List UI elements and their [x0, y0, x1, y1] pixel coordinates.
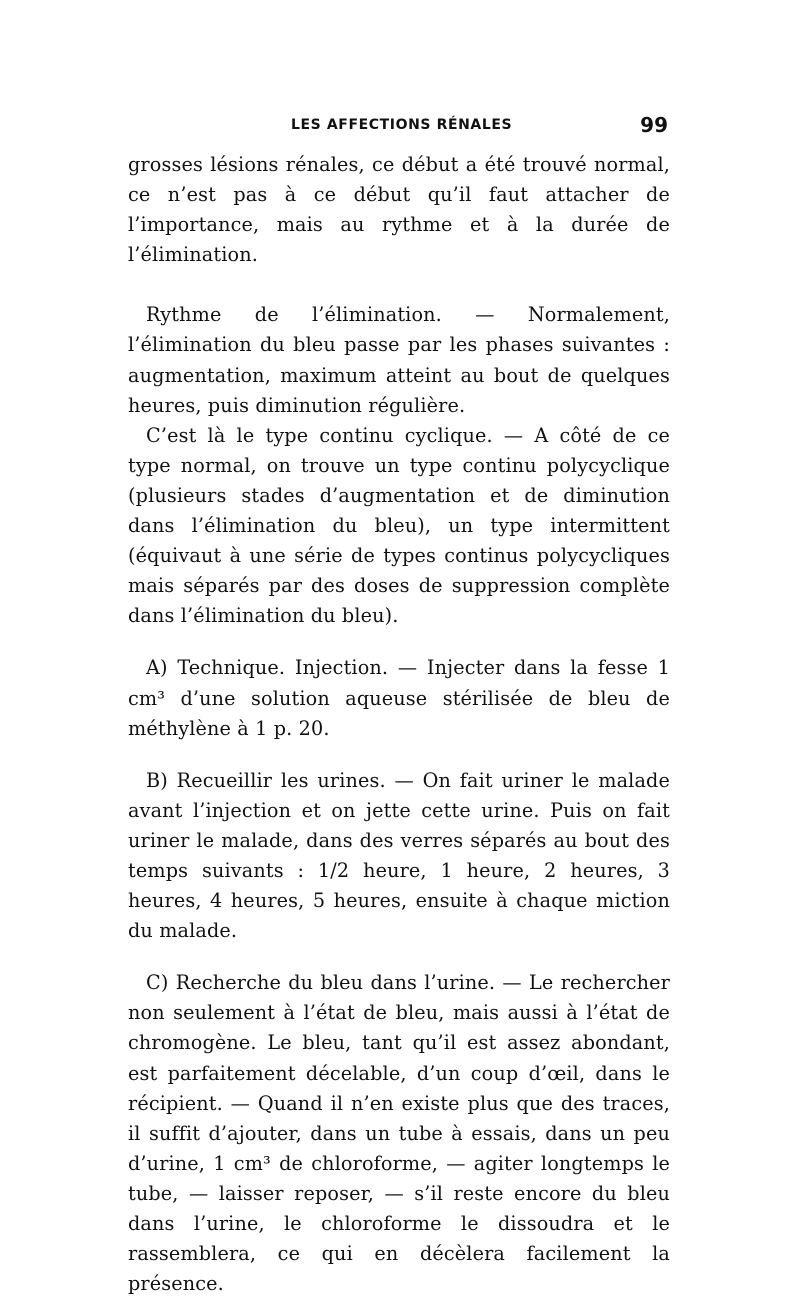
- paragraph-technique-injection: A) Technique. Injection. — Injecter dans la fesse 1 cm³ d’une solution aqueuse stérilisée de bleu de méthylène à 1 p. 20.: [128, 656, 670, 740]
- paragraph-continuation: grosses lésions rénales, ce début a été trouvé normal, ce n’est pas à ce début qu’il faut attacher de l’importance, mais au rythme et à la durée de l’élimination.: [128, 153, 670, 267]
- running-header: [128, 113, 670, 143]
- running-title: LES AFFECTIONS RÉNALES: [291, 117, 513, 133]
- paragraph-recueillir-urines: B) Recueillir les urines. — On fait uriner le malade avant l’injection et on jette cette urine. Puis on fait uriner le malade, dans des verres séparés au bout des temps suivants : 1/2 heure, 1 heure, 2 heures, 3 heures, 4 heures, 5 heures, ensuite à chaque miction du malade.: [128, 768, 670, 943]
- paragraph-type-continu: C’est là le type continu cyclique. — A côté de ce type normal, on trouve un type continu polycyclique (plusieurs stades d’augmentation et de diminution dans l’élimination du bleu), un type intermittent (équivaut à une série de types continus polycycliques mais séparés par des doses de suppression complète dans l’élimination du bleu).: [128, 423, 670, 628]
- page-number: 99: [640, 113, 668, 137]
- body-text: [128, 150, 670, 1299]
- paragraph-recherche-bleu: C) Recherche du bleu dans l’urine. — Le rechercher non seulement à l’état de bleu, mais aussi à l’état de chromogène. Le bleu, tant qu’il est assez abondant, est parfaitement décelable, d’un coup d’œil, dans le récipient. — Quand il n’en existe plus que des traces, il suffit d’ajouter, dans un tube à essais, dans un peu d’urine, 1 cm³ de chloroforme, — agiter longtemps le tube, — laisser reposer, — s’il reste encore du bleu dans l’urine, le chloroforme le dissoudra et le rassemblera, ce qui en décèlera facilement la présence.: [128, 971, 670, 1296]
- paragraph-rythme: Rythme de l’élimination. — Normalement, l’élimination du bleu passe par les phases suivantes : augmentation, maximum atteint au bout de quelques heures, puis diminution régulière.: [128, 303, 670, 417]
